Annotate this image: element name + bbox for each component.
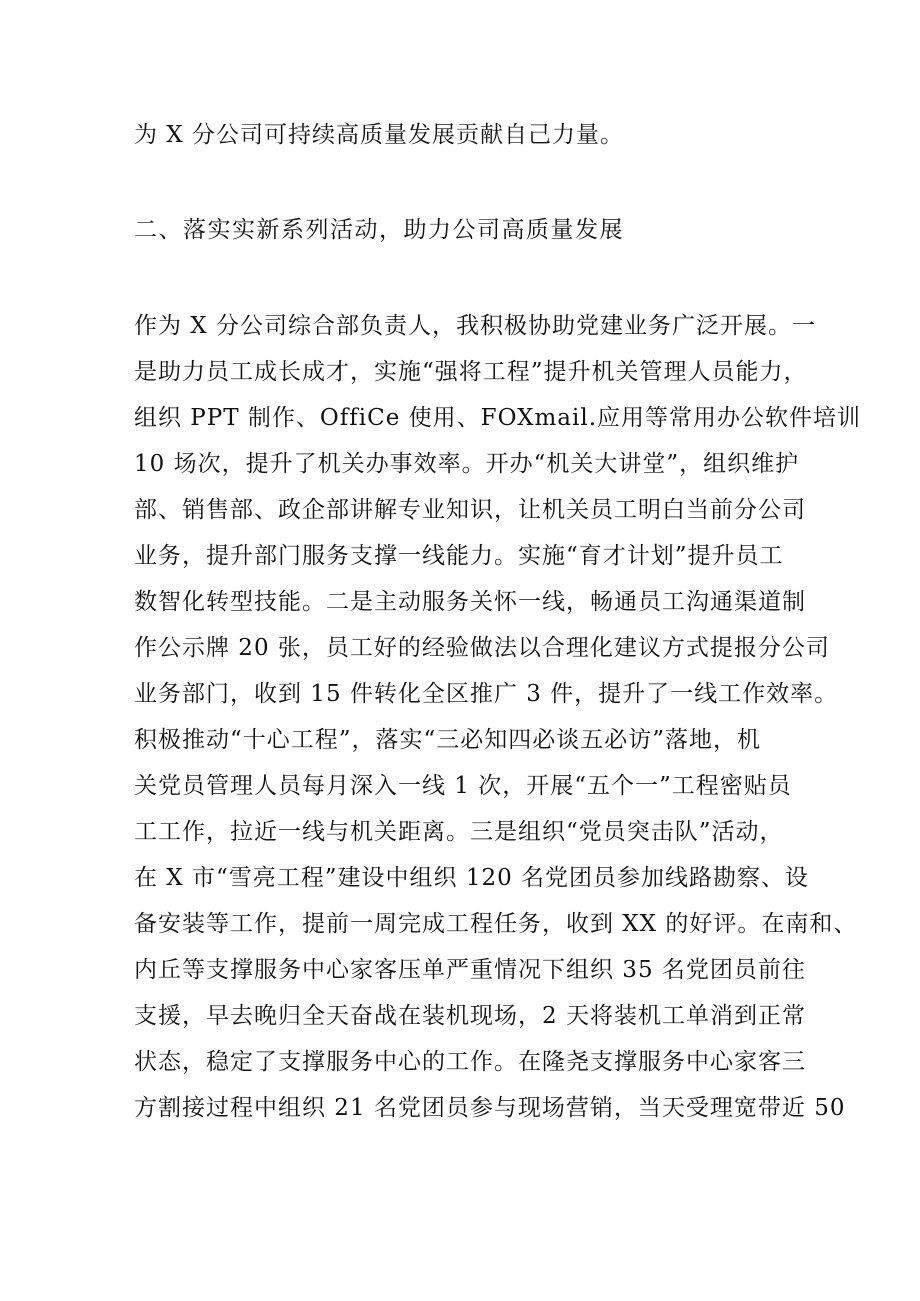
paragraph-line: 10 场次，提升了机关办事效率。开办“机关大讲堂”，组织维护 (134, 451, 800, 477)
paragraph-line: 备安装等工作，提前一周完成工程任务，收到 XX 的好评。在南和、 (134, 911, 858, 937)
paragraph-line: 状态，稳定了支撑服务中心的工作。在隆尧支撑服务中心家客三 (134, 1049, 806, 1075)
paragraph-line: 数智化转型技能。二是主动服务关怀一线，畅通员工沟通渠道制 (134, 589, 806, 615)
paragraph-line: 组织 PPT 制作、OffiCe 使用、FOXmail.应用等常用办公软件培训 (134, 405, 862, 431)
paragraph-line: 作公示牌 20 张，员工好的经验做法以合理化建议方式提报分公司 (134, 635, 830, 661)
section-heading: 二、落实实新系列活动，助力公司高质量发展 (134, 217, 624, 243)
paragraph-line: 支援，早去晚归全天奋战在装机现场，2 天将装机工单消到正常 (134, 1003, 806, 1029)
paragraph-line: 业务，提升部门服务支撑一线能力。实施“育才计划”提升员工 (134, 543, 784, 569)
paragraph-line: 工工作，拉近一线与机关距离。三是组织“党员突击队”活动， (134, 819, 784, 845)
paragraph-line: 关党员管理人员每月深入一线 1 次，开展“五个一”工程密贴员 (134, 773, 792, 799)
paragraph-line: 方割接过程中组织 21 名党团员参与现场营销，当天受理宽带近 50 (134, 1095, 846, 1121)
paragraph-continuation-line: 为 X 分公司可持续高质量发展贡献自己力量。 (134, 122, 624, 148)
paragraph-line: 积极推动“十心工程”，落实“三必知四必谈五必访”落地，机 (134, 727, 762, 753)
paragraph-line: 业务部门，收到 15 件转化全区推广 3 件，提升了一线工作效率。 (134, 681, 839, 707)
paragraph-line: 部、销售部、政企部讲解专业知识，让机关员工明白当前分公司 (134, 497, 806, 523)
paragraph-line: 在 X 市“雪亮工程”建设中组织 120 名党团员参加线路勘察、设 (134, 865, 810, 891)
paragraph-line: 作为 X 分公司综合部负责人，我积极协助党建业务广泛开展。一 (134, 313, 816, 339)
paragraph-line: 内丘等支撑服务中心家客压单严重情况下组织 35 名党团员前往 (134, 957, 806, 983)
paragraph-line: 是助力员工成长成才，实施“强将工程”提升机关管理人员能力， (134, 359, 808, 385)
